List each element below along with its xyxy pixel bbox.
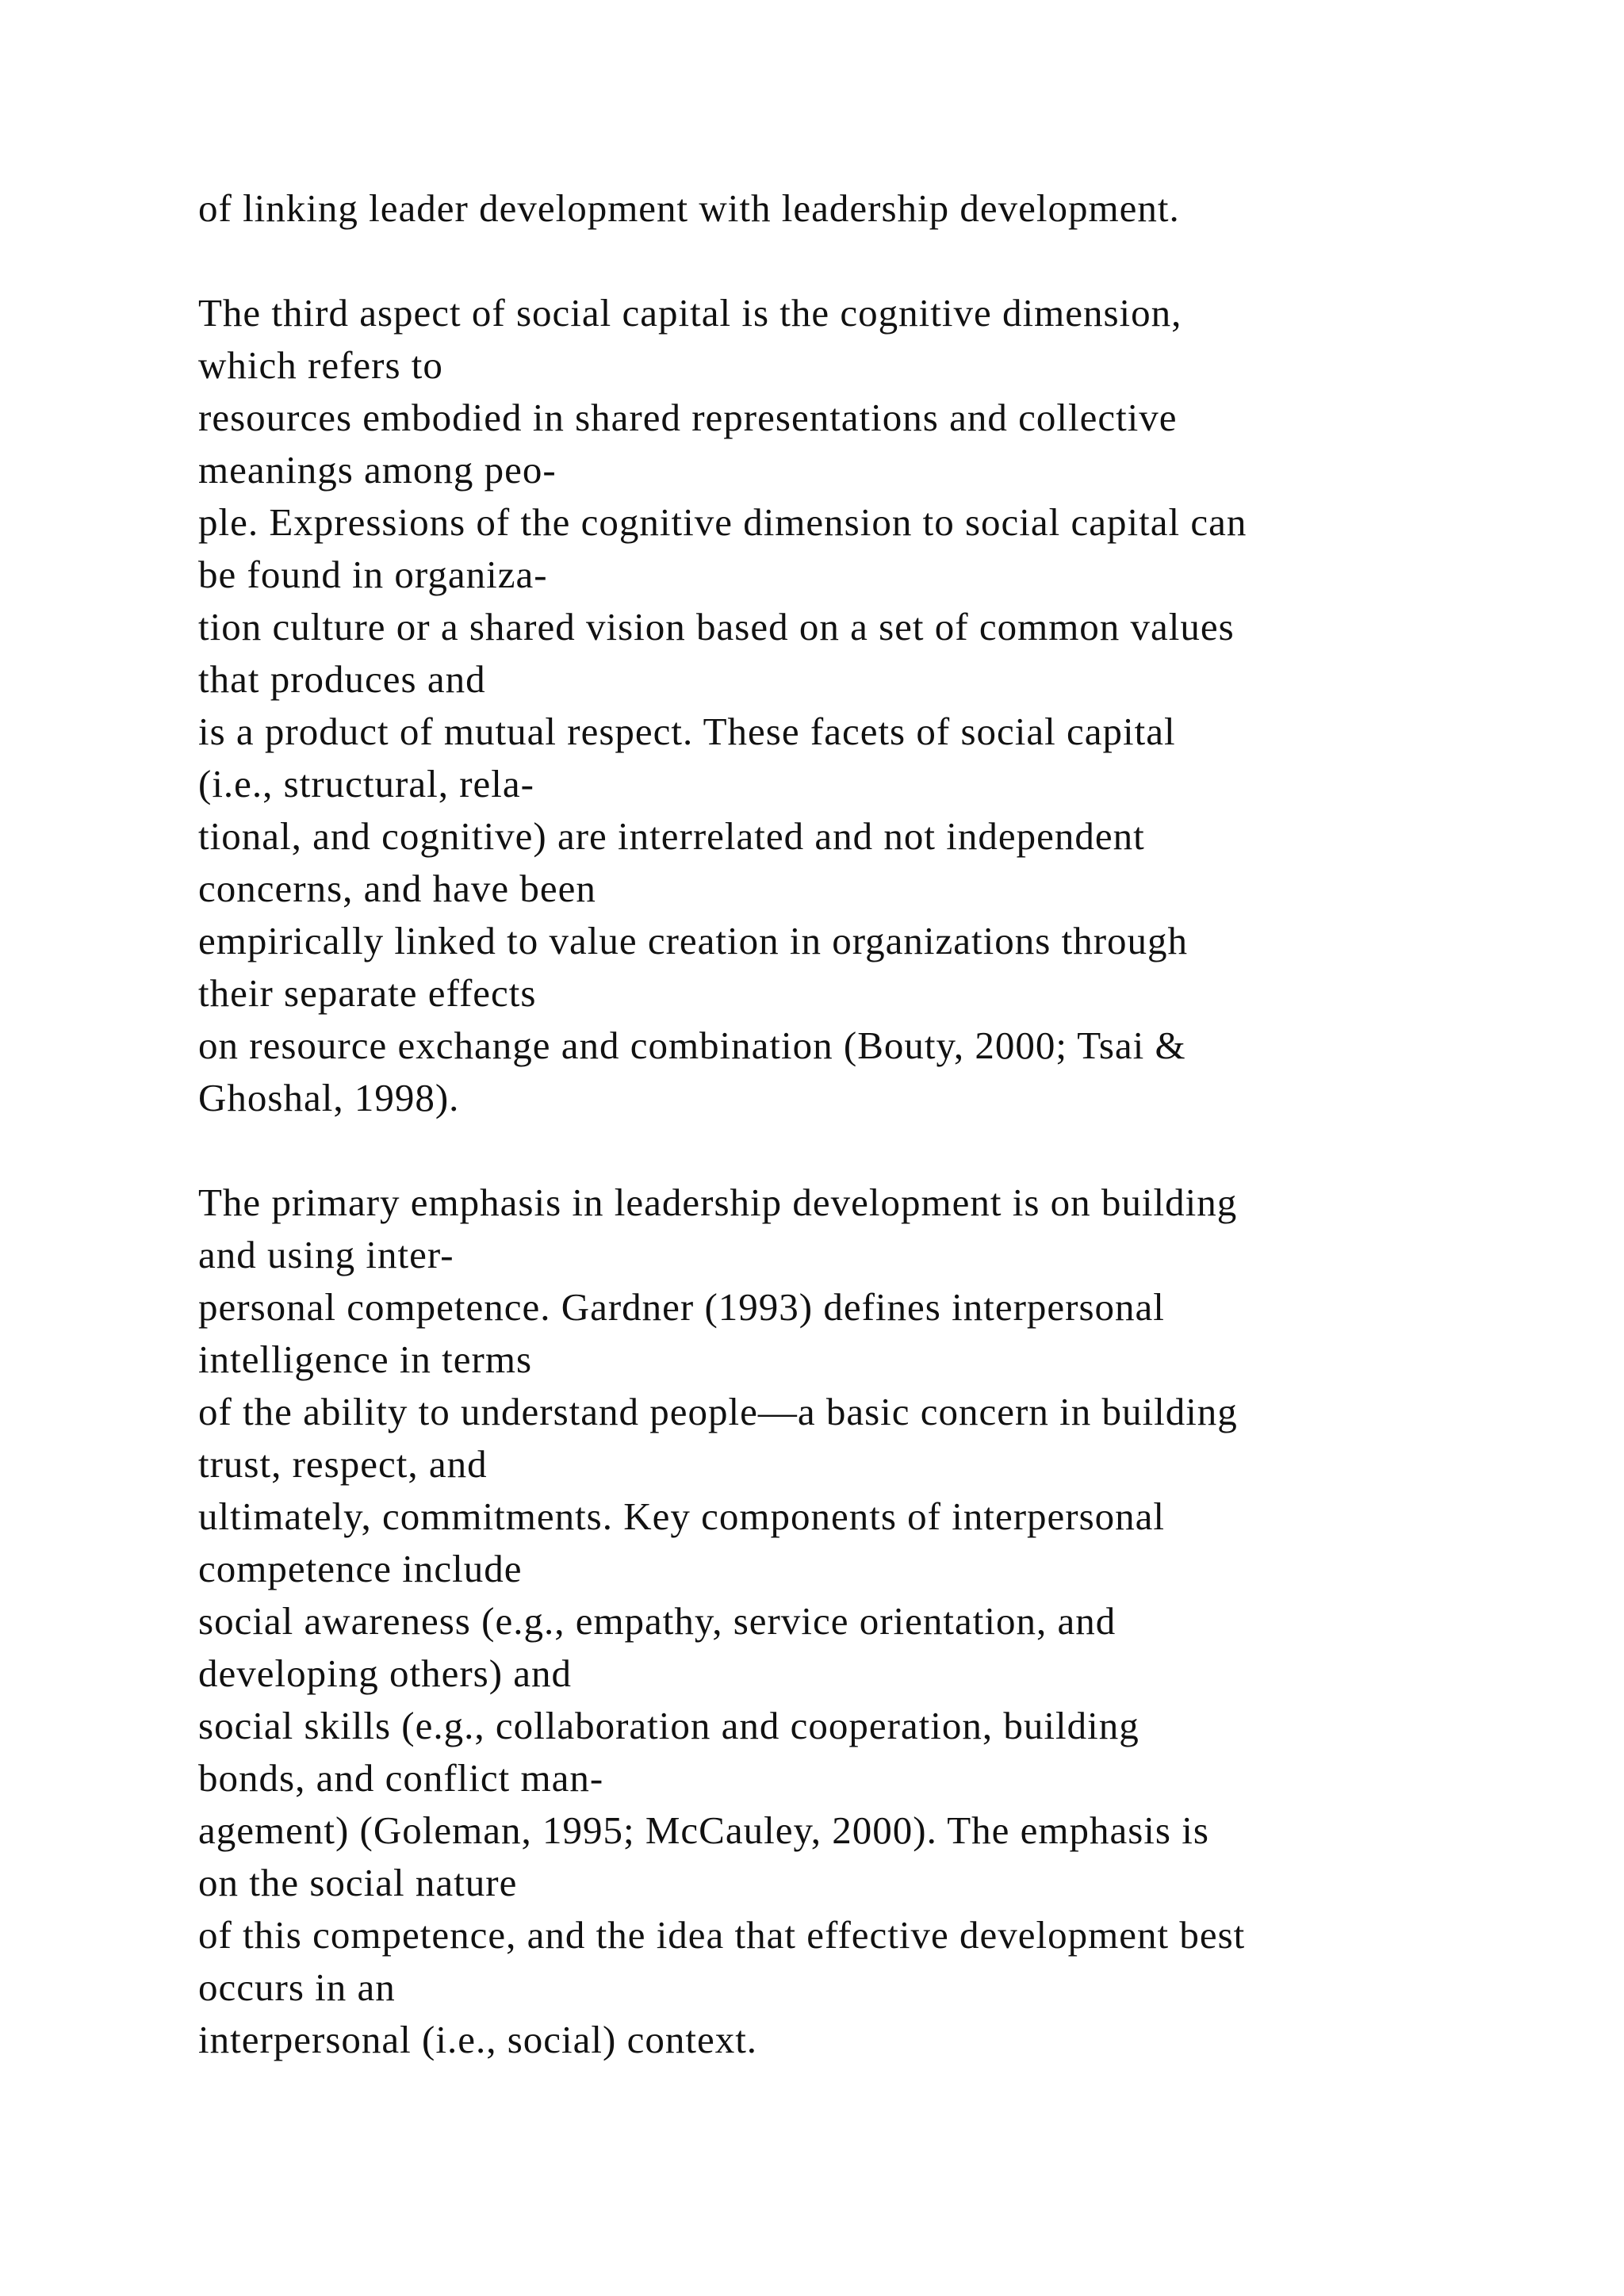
text-line: The primary emphasis in leadership development is on building (198, 1181, 1238, 1224)
text-line: of the ability to understand people—a basic concern in building (198, 1390, 1238, 1433)
text-line: developing others) and (198, 1651, 573, 1695)
text-line: concerns, and have been (198, 867, 596, 910)
text-line: their separate effects (198, 971, 537, 1015)
document-page (198, 182, 1546, 2066)
text-line: bonds, and conflict man- (198, 1756, 604, 1800)
text-line: The third aspect of social capital is the cognitive dimension, (198, 291, 1182, 335)
text-line: intelligence in terms (198, 1337, 533, 1381)
text-line: of this competence, and the idea that effective development best (198, 1913, 1246, 1957)
text-line: on resource exchange and combination (Bouty, 2000; Tsai & (198, 1024, 1186, 1067)
paragraph (198, 287, 1546, 1124)
text-line: resources embodied in shared representations and collective (198, 396, 1178, 439)
text-line: competence include (198, 1547, 523, 1590)
text-line: meanings among peo- (198, 448, 557, 492)
text-line: ultimately, commitments. Key components of interpersonal (198, 1494, 1166, 1538)
text-line: interpersonal (i.e., social) context. (198, 2018, 758, 2061)
text-line: be found in organiza- (198, 553, 548, 596)
text-line: is a product of mutual respect. These facets of social capital (198, 710, 1176, 753)
text-line: social awareness (e.g., empathy, service orientation, and (198, 1599, 1116, 1643)
text-line: of linking leader development with leadership development. (198, 186, 1180, 230)
text-line: (i.e., structural, rela- (198, 762, 534, 806)
text-line: agement) (Goleman, 1995; McCauley, 2000). The emphasis is (198, 1808, 1209, 1852)
text-line: on the social nature (198, 1861, 518, 1904)
text-line: that produces and (198, 657, 486, 701)
paragraph (198, 1177, 1546, 2066)
paragraph (198, 182, 1546, 235)
paragraph-spacer (198, 1124, 1546, 1177)
document-body (198, 182, 1546, 2066)
text-line: which refers to (198, 343, 443, 387)
text-line: trust, respect, and (198, 1442, 488, 1486)
text-line: tion culture or a shared vision based on a set of common values (198, 605, 1235, 649)
text-line: social skills (e.g., collaboration and cooperation, building (198, 1704, 1139, 1747)
text-line: empirically linked to value creation in organizations through (198, 919, 1189, 962)
text-line: ple. Expressions of the cognitive dimension to social capital can (198, 500, 1247, 544)
text-line: and using inter- (198, 1233, 454, 1276)
paragraph-spacer (198, 235, 1546, 287)
text-line: tional, and cognitive) are interrelated and not independent (198, 814, 1145, 858)
text-line: personal competence. Gardner (1993) defines interpersonal (198, 1285, 1165, 1329)
text-line: Ghoshal, 1998). (198, 1076, 460, 1119)
text-line: occurs in an (198, 1965, 396, 2009)
